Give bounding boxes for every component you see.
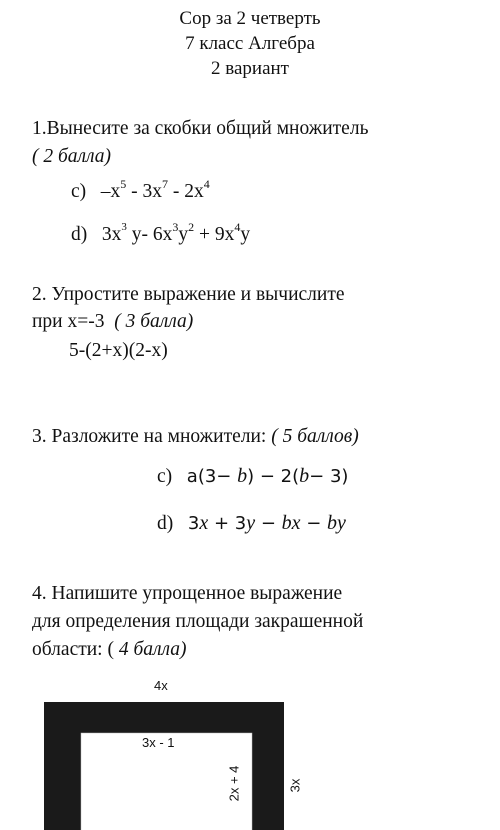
q2-condition: при x=-3 [32,311,105,332]
q2-title: 2. Упростите выражение и вычислите [32,284,345,305]
q3-c-var-b2: b [299,465,310,487]
figure-outer-top-label: 4x [154,678,168,693]
q1-d-term4: + 9x [199,224,235,245]
q2-points: ( 3 балла) [114,311,194,332]
q4-line1: 4. Напишите упрощенное выражение [32,583,343,604]
q3-c-var-b1: b [237,465,248,487]
q3-d-var-x: x [199,512,209,534]
q3-c-part-a: a [186,466,198,487]
q3-c-part-g: − 3) [309,466,349,487]
q1-d-term2: y- 6x [131,224,173,245]
q1-d-exp1: 3 [121,221,127,233]
figure-inner-top-label: 3x - 1 [142,735,175,750]
q1-d-term3: y [178,224,189,245]
q3-d-part-c: + 3 [208,513,247,534]
q1-d-term1: 3x [101,224,122,245]
q3-d-part-g: − [300,513,328,534]
worksheet-title: Сор за 2 четверть [179,8,321,29]
q3-d-label: d) [157,513,174,534]
q3-title: 3. Разложите на множители: [32,426,267,447]
worksheet-variant: 2 вариант [211,58,289,79]
q3-d-part-e: − [255,513,282,534]
q1-c-term1: –x [100,181,121,202]
q4-points: 4 балла) [113,639,187,660]
q3-d-var-by: by [327,512,346,534]
q3-d-var-y: y [246,512,256,534]
q3-c-label: c) [157,466,173,487]
q4-line2: для определения площади закрашенной [32,611,364,632]
q1-d-label: d) [71,224,88,245]
q2-expression: 5-(2+x)(2-x) [69,340,168,361]
q3-d-var-bx: bx [281,512,301,534]
q1-points: ( 2 балла) [32,146,112,167]
q3-c-part-c: − [216,466,238,487]
q1-c-exp3: 4 [203,177,210,191]
q1-c-term3: - 2x [172,181,204,202]
q1-c-exp2: 7 [162,177,169,191]
q1-d-exp3: 2 [188,220,195,234]
q1-title: 1.Вынесите за скобки общий множитель [32,118,369,139]
q3-c-part-e: ) − 2( [247,466,300,487]
q1-d-term5: y [240,224,251,245]
q3-d-part-a: 3 [187,513,200,534]
q3-points: ( 5 баллов) [271,426,359,447]
worksheet-grade: 7 класс Алгебра [185,33,315,54]
q1-c-term2: - 3x [131,181,163,202]
q1-d-exp4: 4 [234,220,241,234]
q3-c-part-b: (3 [197,466,217,487]
figure-inner-side-label: 2x + 4 [226,765,242,802]
q4-line3-text: области: ( [32,639,114,660]
q1-c-exp1: 5 [120,177,127,191]
q1-d-exp2: 3 [172,220,179,234]
figure-outer-side-label: 3x [287,778,303,793]
q1-c-label: c) [71,181,87,202]
